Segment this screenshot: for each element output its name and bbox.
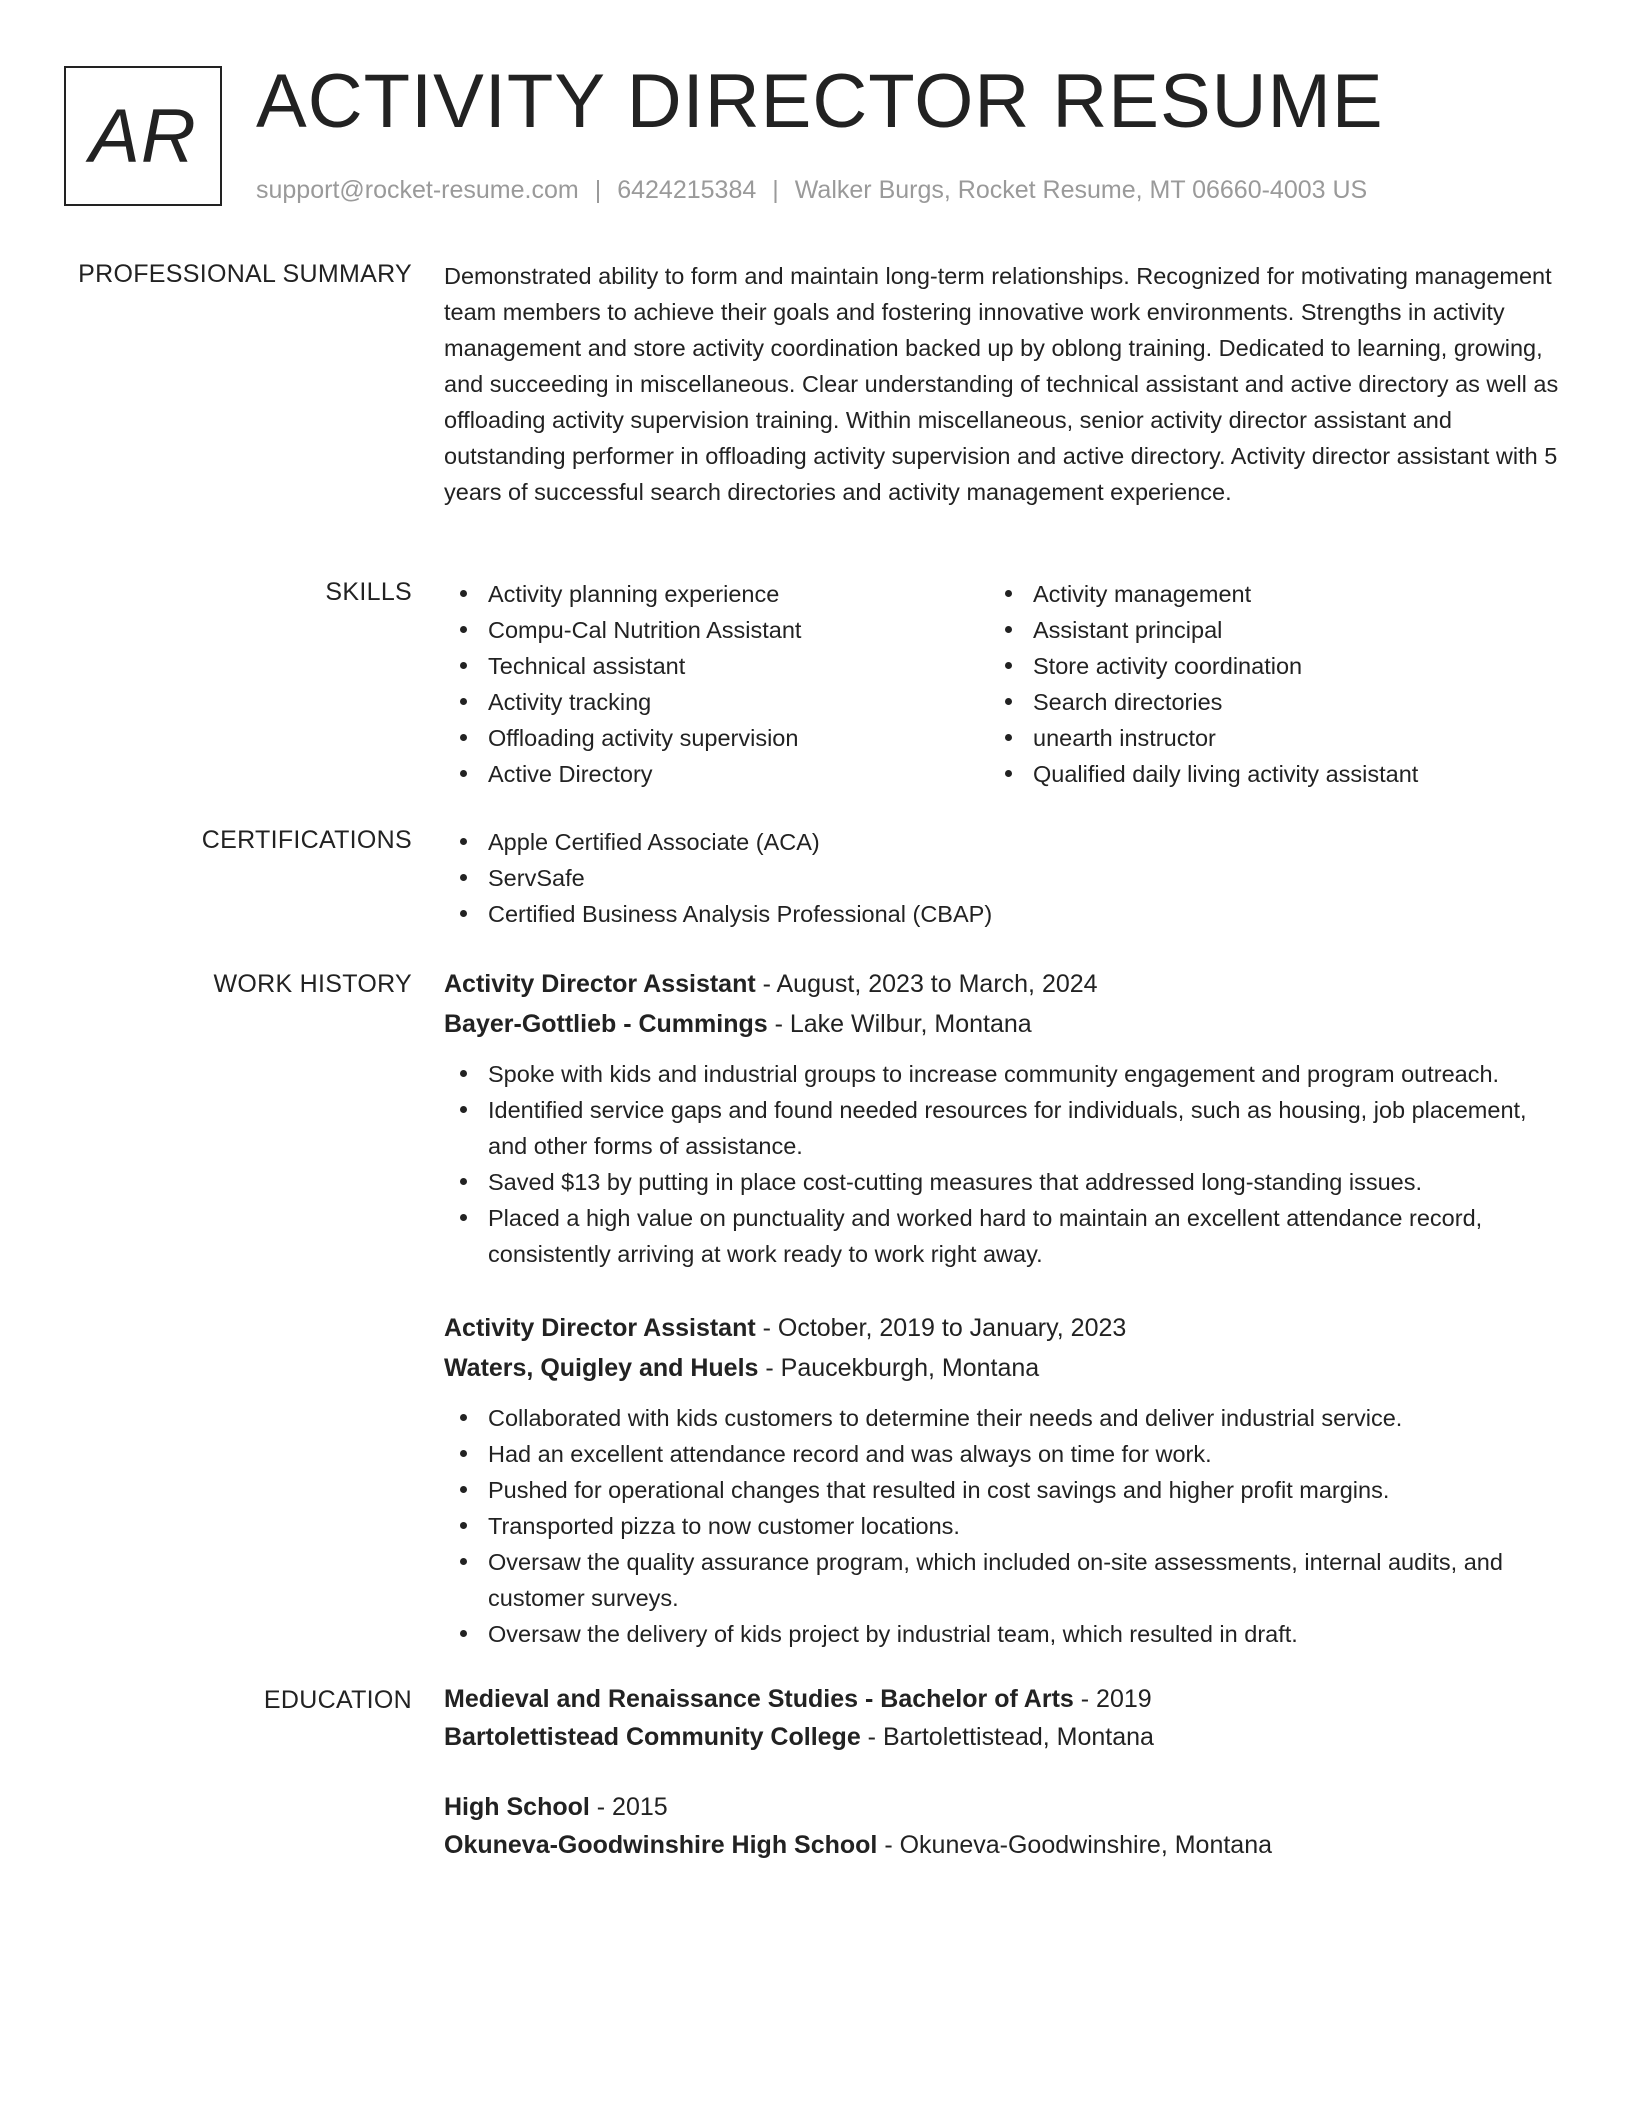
skill-item: unearth instructor (989, 720, 1534, 756)
job-dates: - October, 2019 to January, 2023 (755, 1314, 1127, 1342)
job-bullets (444, 1056, 1564, 1272)
job-role: Activity Director Assistant (444, 1314, 756, 1342)
contact-phone[interactable]: 6424215384 (617, 176, 757, 204)
contact-address: Walker Burgs, Rocket Resume, MT 06660-4003 US (794, 176, 1368, 204)
skill-item: Assistant principal (989, 612, 1534, 648)
job-bullet: Spoke with kids and industrial groups to increase community engagement and program outreach. (444, 1056, 1564, 1092)
education-school: Bartolettistead Community College (444, 1723, 861, 1751)
job-location: - Lake Wilbur, Montana (767, 1010, 1032, 1038)
summary-text: Demonstrated ability to form and maintain long-term relationships. Recognized for motivating management team members to achieve their goals and fostering innovative work environments. Strengths in activity management and store activity coordination backed up by oblong training. Dedicated to learning, growing, and succeeding in miscellaneous. Clear understanding of technical assistant and active directory as well as offloading activity supervision training. Within miscellaneous, senior activity director assistant and outstanding performer in offloading activity supervision and active directory. Activity director assistant with 5 years of successful search directories and activity management experience. (444, 263, 1559, 505)
job-dates: - August, 2023 to March, 2024 (755, 970, 1098, 998)
education-location: - Bartolettistead, Montana (860, 1723, 1154, 1751)
education-degree: Medieval and Renaissance Studies - Bachelor of Arts (444, 1685, 1074, 1713)
skill-item: Search directories (989, 684, 1534, 720)
job-title-line (444, 964, 1564, 1004)
job-bullet: Transported pizza to now customer locations. (444, 1508, 1564, 1544)
education-school-line (444, 1826, 1564, 1864)
skill-item: Activity tracking (444, 684, 989, 720)
job-bullet: Oversaw the delivery of kids project by industrial team, which resulted in draft. (444, 1616, 1564, 1652)
education-year: - 2019 (1073, 1685, 1152, 1713)
skill-item: Compu-Cal Nutrition Assistant (444, 612, 989, 648)
skills-heading: SKILLS (325, 578, 412, 606)
job-company: Bayer-Gottlieb - Cummings (444, 1010, 768, 1038)
certification-item: Certified Business Analysis Professional (CBAP) (444, 896, 1564, 932)
skill-item: Active Directory (444, 756, 989, 792)
job-entry (444, 964, 1564, 1272)
certifications-heading: CERTIFICATIONS (201, 826, 412, 854)
education-degree-line (444, 1788, 1564, 1826)
education-entry (444, 1788, 1564, 1864)
contact-separator: | (772, 176, 779, 204)
education-degree-line (444, 1680, 1564, 1718)
job-bullet: Collaborated with kids customers to determine their needs and deliver industrial service. (444, 1400, 1564, 1436)
job-bullet: Identified service gaps and found needed resources for individuals, such as housing, job placement, and other forms of assistance. (444, 1092, 1564, 1164)
education-heading: EDUCATION (263, 1686, 412, 1714)
job-role: Activity Director Assistant (444, 970, 756, 998)
job-company-line (444, 1348, 1564, 1388)
resume-title: ACTIVITY DIRECTOR RESUME (256, 59, 1384, 144)
certifications-list (444, 824, 1564, 932)
job-entry (444, 1308, 1564, 1652)
work-history-heading: WORK HISTORY (213, 970, 412, 998)
contact-line (256, 174, 1367, 206)
skill-item: Activity planning experience (444, 576, 989, 612)
education-entry (444, 1680, 1564, 1756)
skills-list-left (444, 576, 989, 792)
skill-item: Technical assistant (444, 648, 989, 684)
certification-item: ServSafe (444, 860, 1564, 896)
skill-item: Store activity coordination (989, 648, 1534, 684)
job-bullet: Placed a high value on punctuality and worked hard to maintain an excellent attendance record, consistently arriving at work ready to work right away. (444, 1200, 1564, 1272)
job-bullets (444, 1400, 1564, 1652)
education-year: - 2015 (589, 1793, 668, 1821)
education-location: - Okuneva-Goodwinshire, Montana (877, 1831, 1273, 1859)
certification-item: Apple Certified Associate (ACA) (444, 824, 1564, 860)
job-bullet: Oversaw the quality assurance program, which included on-site assessments, internal audits, and customer surveys. (444, 1544, 1564, 1616)
education-degree: High School (444, 1793, 590, 1821)
skill-item: Qualified daily living activity assistant (989, 756, 1534, 792)
job-bullet: Had an excellent attendance record and was always on time for work. (444, 1436, 1564, 1472)
contact-separator: | (594, 176, 602, 204)
education-school: Okuneva-Goodwinshire High School (444, 1831, 878, 1859)
job-bullet: Pushed for operational changes that resulted in cost savings and higher profit margins. (444, 1472, 1564, 1508)
skill-item: Offloading activity supervision (444, 720, 989, 756)
job-company: Waters, Quigley and Huels (444, 1354, 759, 1382)
education-school-line (444, 1718, 1564, 1756)
contact-email[interactable]: support@rocket-resume.com (256, 176, 579, 204)
skill-item: Activity management (989, 576, 1534, 612)
job-company-line (444, 1004, 1564, 1044)
job-title-line (444, 1308, 1564, 1348)
summary-heading: PROFESSIONAL SUMMARY (78, 260, 412, 288)
job-bullet: Saved $13 by putting in place cost-cutting measures that addressed long-standing issues. (444, 1164, 1564, 1200)
monogram-logo: AR (64, 66, 222, 206)
job-location: - Paucekburgh, Montana (758, 1354, 1040, 1382)
skills-list-right (989, 576, 1534, 792)
